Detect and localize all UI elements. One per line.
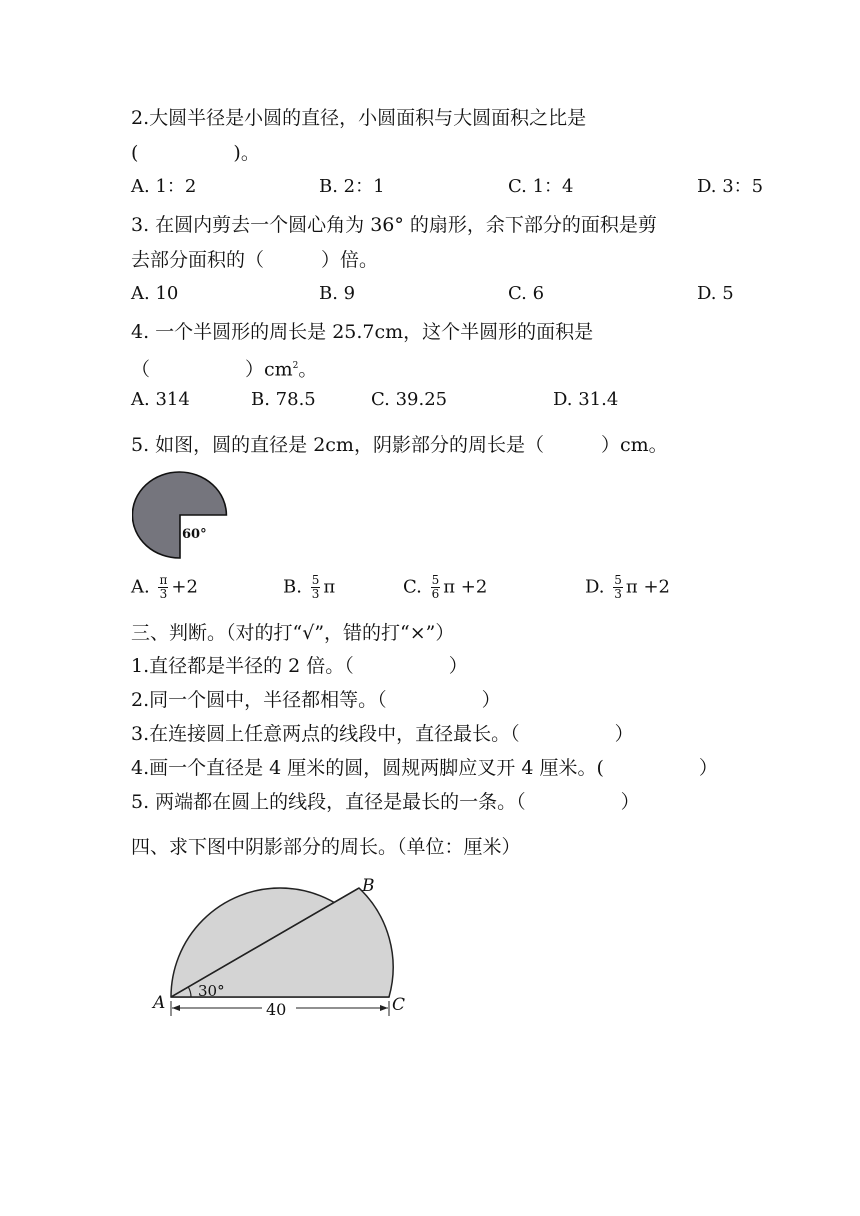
q4-option-d: D. 31.4 bbox=[553, 389, 619, 410]
q3-option-d: D. 5 bbox=[697, 283, 734, 304]
section4-title: 四、求下图中阴影部分的周长。（单位：厘米） bbox=[131, 836, 521, 858]
section3-item-4: 4.画一个直径是 4 厘米的圆，圆规两脚应叉开 4 厘米。( ） bbox=[131, 757, 718, 779]
q5-shaded-sector bbox=[132, 472, 226, 558]
q3-stem-line1: 3. 在圆内剪去一个圆心角为 36° 的扇形，余下部分的面积是剪 bbox=[131, 214, 657, 236]
q5-option-b-suffix: π bbox=[323, 576, 336, 598]
q4-option-c: C. 39.25 bbox=[371, 389, 448, 410]
q2-stem-line1: 2.大圆半径是小圆的直径，小圆面积与大圆面积之比是 bbox=[131, 107, 587, 129]
q5-option-a-numerator: π bbox=[159, 573, 168, 587]
section4-figure bbox=[150, 870, 412, 1025]
q5-option-b bbox=[283, 574, 335, 601]
q5-option-a-prefix: A. bbox=[131, 576, 150, 598]
q5-option-c bbox=[403, 574, 487, 601]
q3-option-c: C. 6 bbox=[508, 283, 545, 304]
q4-answer-blank: （ ）cm bbox=[131, 358, 293, 381]
angle-label: 30° bbox=[198, 982, 225, 1000]
point-b-label: B bbox=[362, 876, 375, 896]
q5-option-d-suffix: π +2 bbox=[625, 576, 670, 598]
q5-option-d bbox=[585, 574, 670, 601]
q5-circle-figure bbox=[132, 466, 232, 564]
section3-item-1: 1.直径都是半径的 2 倍。（ ） bbox=[131, 655, 468, 677]
section3-item-5: 5. 两端都在圆上的线段，直径是最长的一条。（ ） bbox=[131, 791, 640, 813]
q4-stem-line1: 4. 一个半圆形的周长是 25.7cm，这个半圆形的面积是 bbox=[131, 321, 594, 343]
q2-stem-line2: ( )。 bbox=[131, 142, 260, 164]
q5-option-c-denominator: 6 bbox=[431, 587, 440, 601]
dimension-arrow-left bbox=[172, 1005, 180, 1011]
q4-option-b: B. 78.5 bbox=[251, 389, 316, 410]
q4-stem-period: 。 bbox=[298, 358, 318, 381]
dimension-arrow-right bbox=[380, 1005, 388, 1011]
q5-option-b-denominator: 3 bbox=[311, 587, 320, 601]
q5-option-a-fraction bbox=[158, 574, 168, 601]
q5-option-c-suffix: π +2 bbox=[443, 576, 488, 598]
q5-angle-label: 60° bbox=[182, 527, 207, 542]
q3-stem-line2: 去部分面积的（ ）倍。 bbox=[131, 249, 379, 271]
q4-unit-exponent: 2 bbox=[292, 361, 299, 371]
section3-item-2: 2.同一个圆中，半径都相等。（ ） bbox=[131, 689, 501, 711]
q5-option-c-numerator: 5 bbox=[431, 573, 440, 587]
q3-option-b: B. 9 bbox=[319, 283, 356, 304]
q5-option-b-prefix: B. bbox=[283, 576, 302, 598]
q5-option-a-suffix: +2 bbox=[171, 576, 198, 598]
q5-option-c-prefix: C. bbox=[403, 576, 422, 598]
q5-option-a-denominator: 3 bbox=[159, 587, 168, 601]
q5-option-b-fraction bbox=[311, 574, 321, 601]
q5-option-b-numerator: 5 bbox=[311, 573, 320, 587]
section3-title: 三、判断。（对的打“√”，错的打“×”） bbox=[131, 622, 455, 644]
q2-option-d: D. 3：5 bbox=[697, 176, 764, 197]
q3-option-a: A. 10 bbox=[131, 283, 179, 304]
q2-option-a: A. 1：2 bbox=[131, 176, 197, 197]
point-c-label: C bbox=[392, 995, 406, 1015]
section3-item-3: 3.在连接圆上任意两点的线段中，直径最长。（ ） bbox=[131, 723, 634, 745]
q2-option-c: C. 1：4 bbox=[508, 176, 574, 197]
q5-option-c-fraction bbox=[431, 574, 441, 601]
point-a-label: A bbox=[153, 993, 166, 1013]
q4-option-a: A. 314 bbox=[131, 389, 190, 410]
length-label: 40 bbox=[266, 1000, 287, 1019]
q4-stem-line2 bbox=[131, 354, 317, 381]
q5-option-a bbox=[131, 574, 198, 601]
q5-option-d-numerator: 5 bbox=[614, 573, 622, 587]
q2-option-b: B. 2：1 bbox=[319, 176, 385, 197]
q5-stem: 5. 如图，圆的直径是 2cm，阴影部分的周长是（ ）cm。 bbox=[131, 434, 668, 456]
q5-option-d-prefix: D. bbox=[585, 576, 605, 598]
q5-option-d-fraction bbox=[613, 574, 623, 601]
q5-option-d-denominator: 3 bbox=[614, 587, 622, 601]
